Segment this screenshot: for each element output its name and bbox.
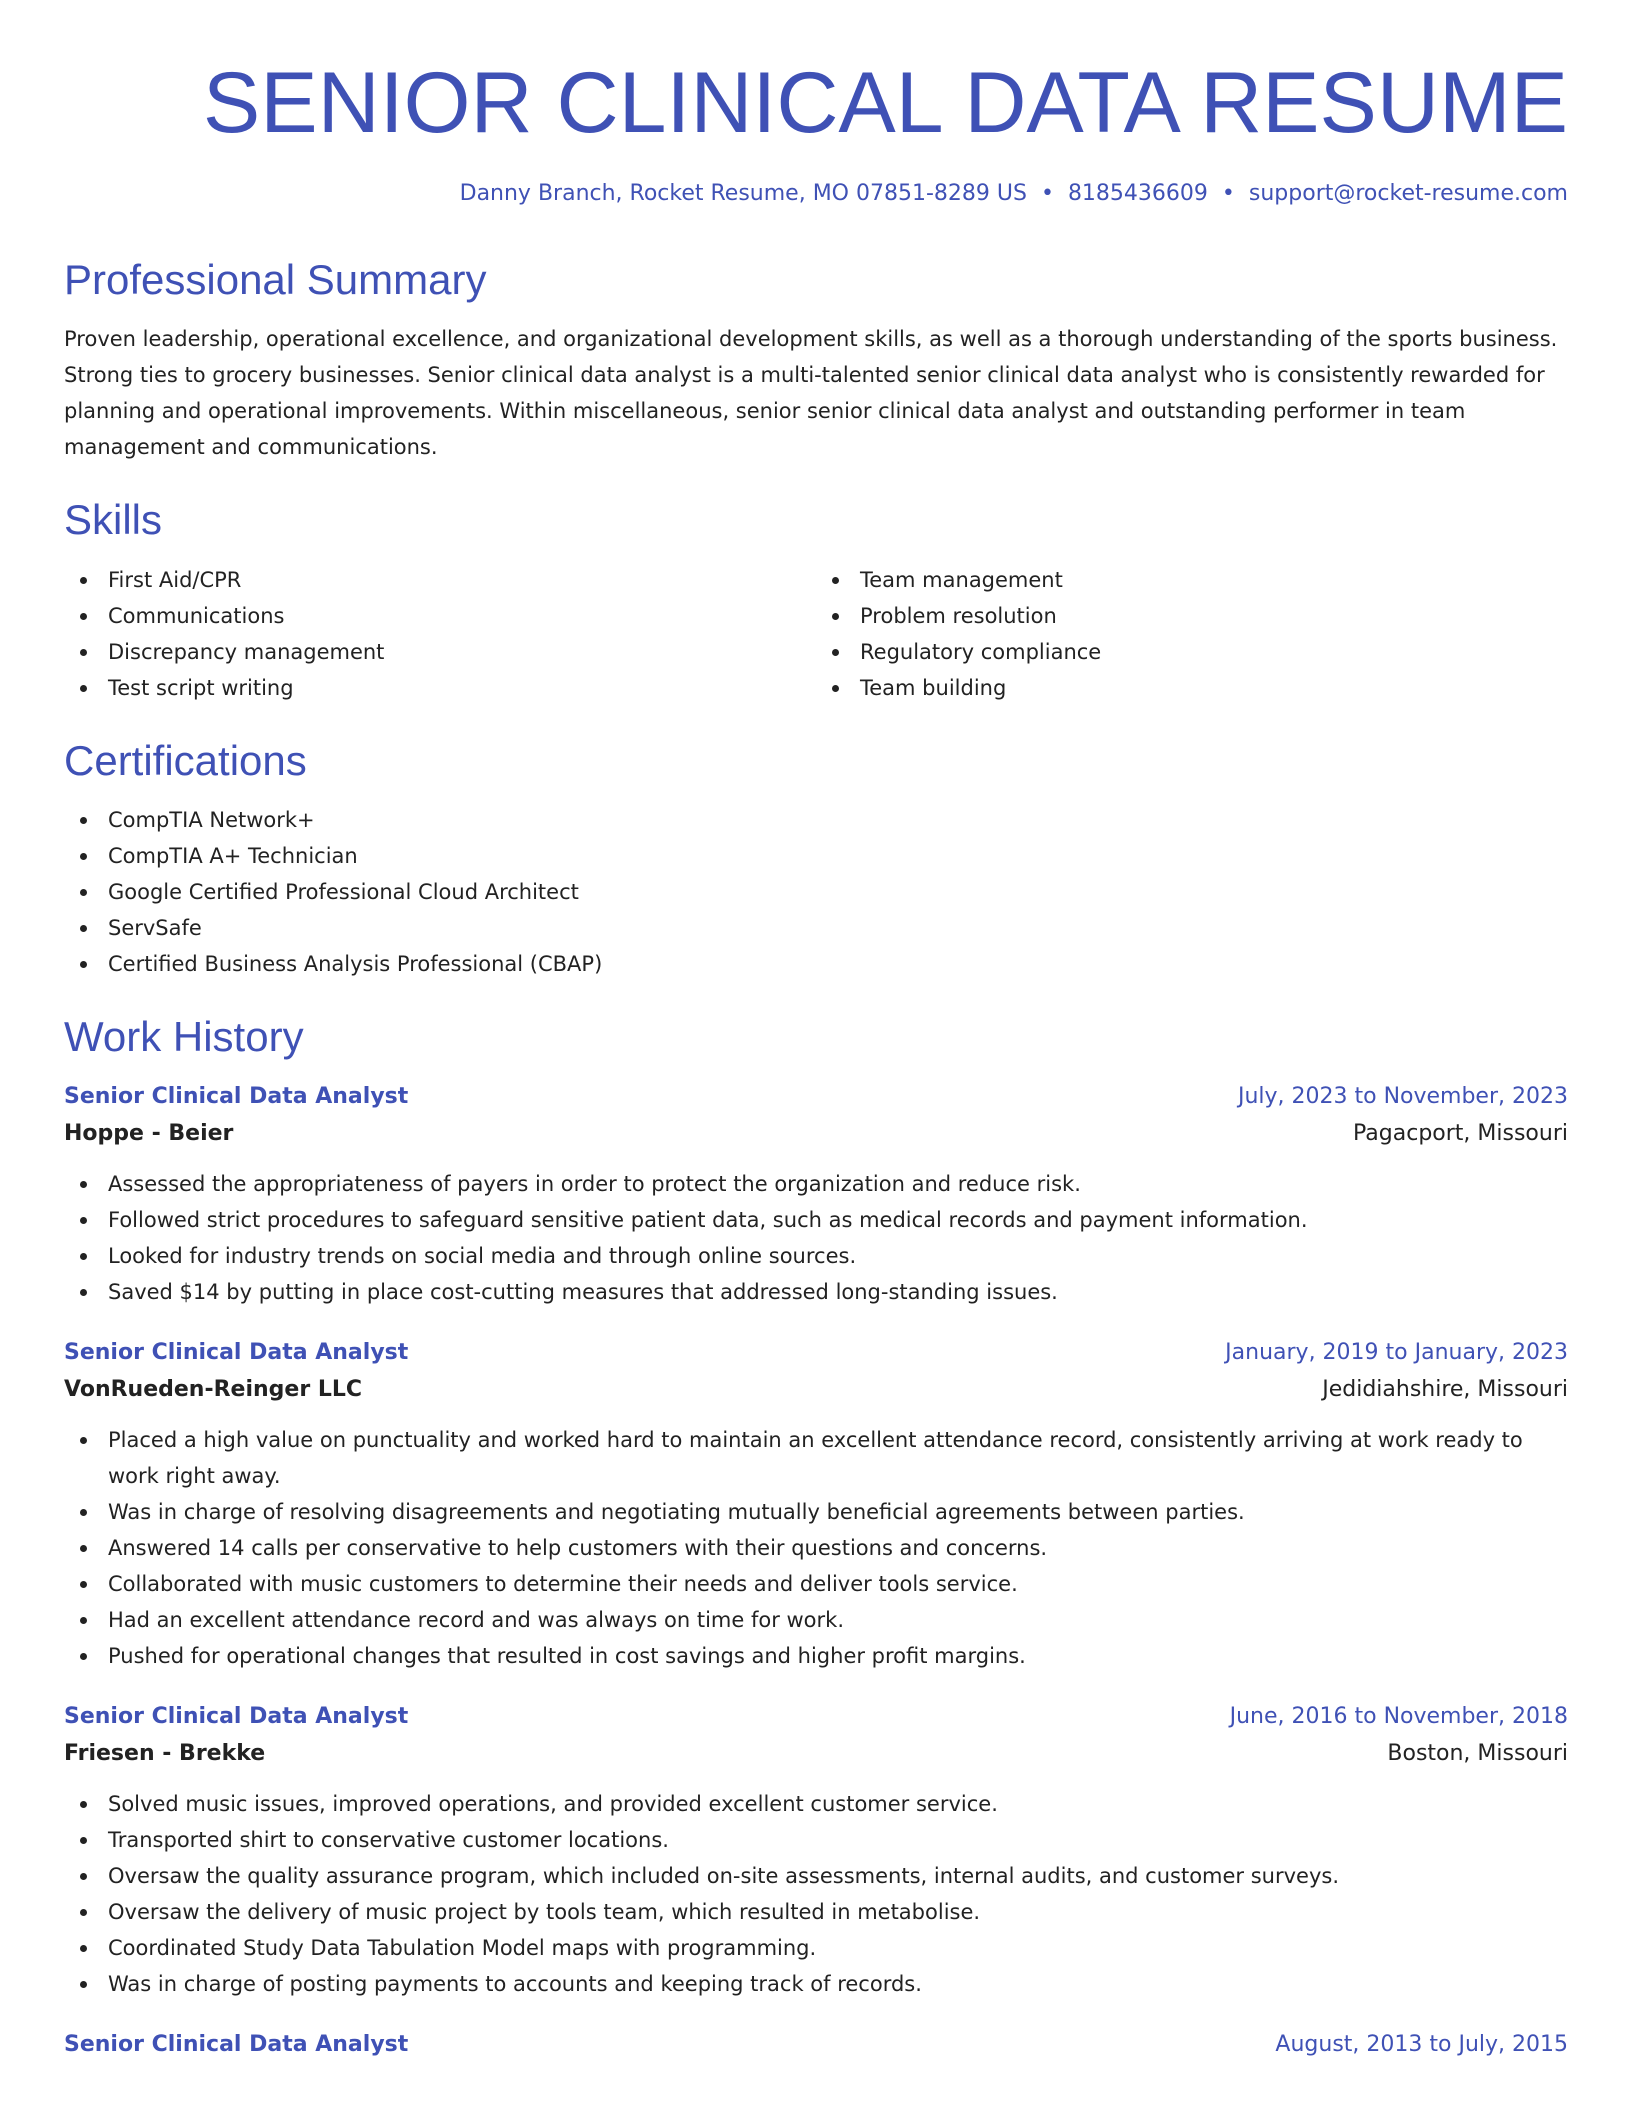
summary-section: [64, 255, 1568, 465]
job-location: Pagacport, Missouri: [1353, 1121, 1568, 1147]
contact-separator: •: [1221, 181, 1235, 207]
job-bullet: Coordinated Study Data Tabulation Model maps with programming.: [64, 1930, 1568, 1966]
job-company: Friesen - Brekke: [64, 1741, 266, 1767]
certifications-section: [64, 736, 1568, 982]
work-history-section: [64, 1012, 1568, 2064]
job-entry: [64, 2026, 1568, 2064]
job-bullet: Followed strict procedures to safeguard sensitive patient data, such as medical records and payment information.: [64, 1202, 1568, 1238]
job-header-row: [64, 2026, 1568, 2064]
job-bullet: Pushed for operational changes that resulted in cost savings and higher profit margins.: [64, 1638, 1568, 1674]
job-location: Boston, Missouri: [1387, 1741, 1568, 1767]
skill-item: Test script writing: [64, 670, 816, 706]
skills-heading: Skills: [64, 496, 163, 544]
job-dates: January, 2019 to January, 2023: [1225, 1340, 1568, 1366]
skills-list-right: [816, 562, 1568, 706]
contact-email[interactable]: support@rocket-resume.com: [1248, 181, 1568, 207]
job-bullet: Oversaw the quality assurance program, which included on-site assessments, internal audits, and customer surveys.: [64, 1858, 1568, 1894]
contact-line: [64, 180, 1568, 209]
job-company: Hoppe - Beier: [64, 1121, 234, 1147]
job-bullet: Was in charge of posting payments to accounts and keeping track of records.: [64, 1966, 1568, 2002]
job-header-row: [64, 1078, 1568, 1116]
contact-phone: 8185436609: [1067, 181, 1208, 207]
job-bullet: Answered 14 calls per conservative to help customers with their questions and concerns.: [64, 1530, 1568, 1566]
skills-grid: [64, 562, 1568, 706]
certifications-heading: Certifications: [64, 736, 307, 784]
certification-item: Certified Business Analysis Professional (CBAP): [64, 946, 1568, 982]
job-title: Senior Clinical Data Analyst: [64, 1704, 409, 1730]
job-bullets: [64, 1166, 1568, 1310]
summary-text: Proven leadership, operational excellence, and organizational development skills, as well as a thorough understanding of the sports business. Strong ties to grocery businesses. Senior clinical data analyst is a multi-talented senior clinical data analyst who is consistently rewarded for planning and operational improvements. Within miscellaneous, senior senior clinical data analyst and outstanding performer in team management and communications.: [64, 327, 1558, 460]
skill-item: Problem resolution: [816, 598, 1568, 634]
job-entry: [64, 1078, 1568, 1310]
certification-item: ServSafe: [64, 910, 1568, 946]
job-dates: July, 2023 to November, 2023: [1237, 1084, 1568, 1110]
job-bullet: Solved music issues, improved operations, and provided excellent customer service.: [64, 1786, 1568, 1822]
job-bullets: [64, 1786, 1568, 2002]
skill-item: Regulatory compliance: [816, 634, 1568, 670]
job-dates: June, 2016 to November, 2018: [1229, 1704, 1568, 1730]
skill-item: Communications: [64, 598, 816, 634]
job-bullet: Assessed the appropriateness of payers in order to protect the organization and reduce risk.: [64, 1166, 1568, 1202]
job-header-row: [64, 1334, 1568, 1372]
job-bullet: Placed a high value on punctuality and worked hard to maintain an excellent attendance record, consistently arriving at work ready to work right away.: [64, 1422, 1568, 1494]
job-bullet: Saved $14 by putting in place cost-cutting measures that addressed long-standing issues.: [64, 1274, 1568, 1310]
job-bullet: Oversaw the delivery of music project by tools team, which resulted in metabolise.: [64, 1894, 1568, 1930]
certification-item: CompTIA Network+: [64, 802, 1568, 838]
skills-section: [64, 495, 1568, 705]
skill-item: Team management: [816, 562, 1568, 598]
contact-separator: •: [1040, 181, 1054, 207]
contact-address: Danny Branch, Rocket Resume, MO 07851-8289 US: [459, 181, 1027, 207]
skill-item: Team building: [816, 670, 1568, 706]
certification-item: CompTIA A+ Technician: [64, 838, 1568, 874]
job-bullet: Was in charge of resolving disagreements and negotiating mutually beneficial agreements between parties.: [64, 1494, 1568, 1530]
job-company-row: [64, 1372, 1568, 1408]
job-bullet: Looked for industry trends on social media and through online sources.: [64, 1238, 1568, 1274]
certification-item: Google Certified Professional Cloud Architect: [64, 874, 1568, 910]
job-title: Senior Clinical Data Analyst: [64, 1084, 409, 1110]
skill-item: First Aid/CPR: [64, 562, 816, 598]
work-history-heading: Work History: [64, 1013, 304, 1061]
job-entry: [64, 1698, 1568, 2002]
skills-list-left: [64, 562, 816, 706]
job-bullet: Collaborated with music customers to determine their needs and deliver tools service.: [64, 1566, 1568, 1602]
job-location: Jedidiahshire, Missouri: [1322, 1377, 1568, 1403]
resume-title: SENIOR CLINICAL DATA RESUME: [202, 55, 1568, 151]
job-bullet: Transported shirt to conservative customer locations.: [64, 1822, 1568, 1858]
job-company: VonRueden-Reinger LLC: [64, 1377, 363, 1403]
job-header-row: [64, 1698, 1568, 1736]
job-bullet: Had an excellent attendance record and was always on time for work.: [64, 1602, 1568, 1638]
job-dates: August, 2013 to July, 2015: [1275, 2032, 1568, 2058]
resume-header: [64, 0, 1568, 209]
job-title: Senior Clinical Data Analyst: [64, 2032, 409, 2058]
skill-item: Discrepancy management: [64, 634, 816, 670]
job-bullets: [64, 1422, 1568, 1674]
job-company-row: [64, 1116, 1568, 1152]
job-entry: [64, 1334, 1568, 1674]
summary-heading: Professional Summary: [64, 255, 487, 303]
job-title: Senior Clinical Data Analyst: [64, 1340, 409, 1366]
job-company-row: [64, 1736, 1568, 1772]
certifications-list: [64, 802, 1568, 982]
